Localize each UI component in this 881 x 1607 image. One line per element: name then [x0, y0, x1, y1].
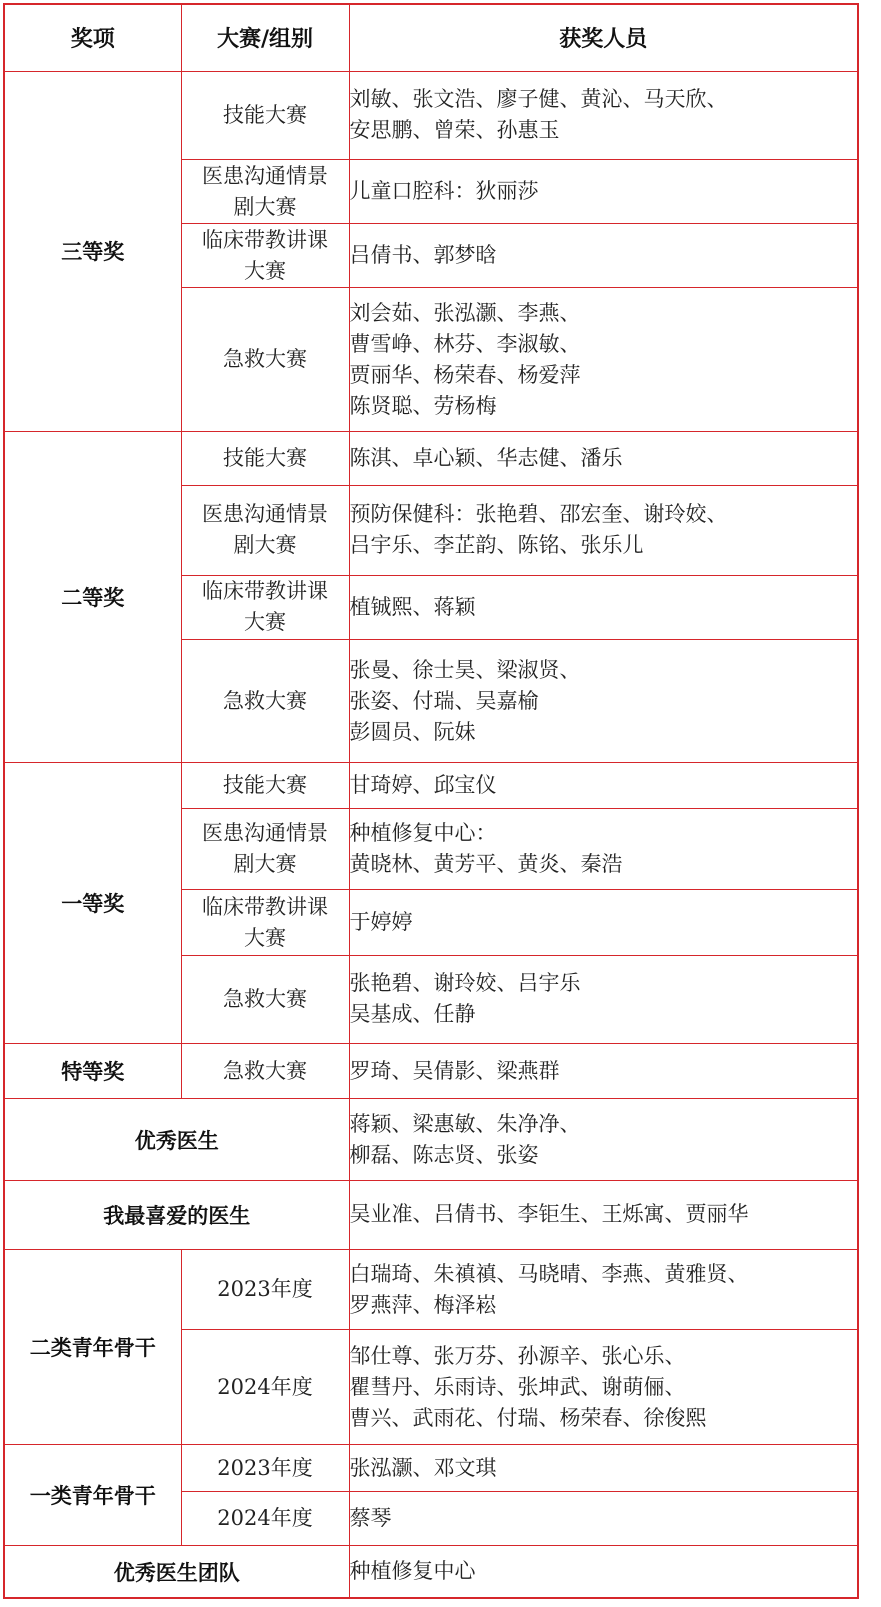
winners-cell: [349, 1180, 858, 1249]
group-cell: 2024年度: [181, 1330, 349, 1444]
table-row: [4, 1099, 858, 1180]
group-cell: 技能大赛: [181, 71, 349, 160]
winner-line: 张泓灏、邓文琪: [349, 1455, 497, 1480]
group-cell: 急救大赛: [181, 955, 349, 1044]
winners-cell: [349, 763, 858, 809]
winner-line: 彭圆员、阮妹: [349, 719, 476, 744]
table-row: [4, 1044, 858, 1099]
winners-cell: [349, 639, 858, 762]
award-youth-1: 一类青年骨干: [4, 1444, 181, 1546]
winners-cell: [349, 224, 858, 288]
winner-line: 罗燕萍、梅泽崧: [349, 1292, 497, 1317]
header-row: [4, 4, 858, 71]
header-award: 奖项: [4, 4, 181, 71]
group-cell: [181, 808, 349, 889]
group-line: 剧大赛: [233, 852, 297, 877]
winner-line: 蔡琴: [349, 1506, 392, 1531]
winner-line: 儿童口腔科：狄丽莎: [349, 179, 539, 204]
winner-line: 罗琦、吴倩影、梁燕群: [349, 1058, 560, 1083]
group-line: 大赛: [244, 925, 286, 950]
winners-cell: [349, 890, 858, 955]
winners-cell: [349, 160, 858, 224]
group-cell: 2023年度: [181, 1250, 349, 1330]
winner-line: 吴基成、任静: [349, 1002, 476, 1027]
awards-table: [3, 3, 859, 1599]
winners-cell: [349, 1444, 858, 1492]
table-row: [4, 1250, 858, 1330]
header-group: 大赛/组别: [181, 4, 349, 71]
group-line: 医患沟通情景: [202, 163, 328, 188]
winner-line: 张曼、徐士昊、梁淑贤、: [349, 657, 581, 682]
award-team: 优秀医生团队: [4, 1546, 349, 1598]
group-cell: [181, 224, 349, 288]
table-row: [4, 1546, 858, 1598]
group-cell: [181, 575, 349, 639]
winner-line: 张姿、付瑞、吴嘉榆: [349, 688, 539, 713]
table-row: [4, 432, 858, 486]
group-cell: 技能大赛: [181, 763, 349, 809]
group-line: 大赛: [244, 610, 286, 635]
award-excellent-doctor: 优秀医生: [4, 1099, 349, 1180]
winners-cell: [349, 1492, 858, 1546]
award-third: 三等奖: [4, 71, 181, 432]
award-special: 特等奖: [4, 1044, 181, 1099]
group-cell: 急救大赛: [181, 639, 349, 762]
group-line: 临床带教讲课: [202, 227, 328, 252]
table-row: [4, 71, 858, 160]
winner-line: 种植修复中心: [349, 1559, 476, 1584]
group-cell: 技能大赛: [181, 432, 349, 486]
group-cell: 2023年度: [181, 1444, 349, 1492]
winner-line: 白瑞琦、朱禛禛、马晓晴、李燕、黄雅贤、: [349, 1261, 749, 1286]
award-first: 一等奖: [4, 763, 181, 1044]
winners-cell: [349, 288, 858, 432]
winners-cell: [349, 575, 858, 639]
group-cell: 急救大赛: [181, 1044, 349, 1099]
winner-line: 曹雪峥、林芬、李淑敏、: [349, 331, 581, 356]
winner-line: 张艳碧、谢玲姣、吕宇乐: [349, 971, 581, 996]
winner-line: 于婷婷: [349, 910, 413, 935]
winner-line: 柳磊、陈志贤、张姿: [349, 1142, 539, 1167]
winner-line: 吴业准、吕倩书、李钜生、王烁寓、贾丽华: [349, 1202, 749, 1227]
winner-line: 陈贤聪、劳杨梅: [349, 393, 497, 418]
winners-cell: [349, 486, 858, 576]
group-line: 剧大赛: [233, 194, 297, 219]
winners-cell: [349, 1044, 858, 1099]
group-line: 临床带教讲课: [202, 579, 328, 604]
winner-line: 瞿彗丹、乐雨诗、张坤武、谢萌俪、: [349, 1374, 686, 1399]
winners-cell: [349, 1250, 858, 1330]
winner-line: 贾丽华、杨荣春、杨爱萍: [349, 362, 581, 387]
winner-line: 刘敏、张文浩、廖子健、黄沁、马天欣、: [349, 87, 728, 112]
winner-line: 安思鹏、曾荣、孙惠玉: [349, 118, 560, 143]
winners-cell: [349, 71, 858, 160]
winners-cell: [349, 808, 858, 889]
winner-line: 黄晓林、黄芳平、黄炎、秦浩: [349, 852, 623, 877]
group-line: 医患沟通情景: [202, 821, 328, 846]
winner-line: 陈淇、卓心颖、华志健、潘乐: [349, 446, 623, 471]
group-cell: [181, 486, 349, 576]
winner-line: 刘会茹、张泓灏、李燕、: [349, 300, 581, 325]
winners-cell: [349, 1099, 858, 1180]
group-line: 剧大赛: [233, 533, 297, 558]
group-cell: 2024年度: [181, 1492, 349, 1546]
winner-line: 吕宇乐、李芷韵、陈铭、张乐儿: [349, 533, 644, 558]
group-line: 医患沟通情景: [202, 502, 328, 527]
table-row: [4, 1180, 858, 1249]
table-row: [4, 1444, 858, 1492]
winner-line: 蒋颖、梁惠敏、朱净净、: [349, 1111, 581, 1136]
winner-line: 邹仕尊、张万芬、孙源辛、张心乐、: [349, 1343, 686, 1368]
winners-cell: [349, 955, 858, 1044]
group-cell: [181, 160, 349, 224]
header-winners: 获奖人员: [349, 4, 858, 71]
winner-line: 预防保健科：张艳碧、邵宏奎、谢玲姣、: [349, 502, 728, 527]
award-favorite-doctor: 我最喜爱的医生: [4, 1180, 349, 1249]
table-row: [4, 763, 858, 809]
winners-cell: [349, 1330, 858, 1444]
award-second: 二等奖: [4, 432, 181, 763]
winner-line: 曹兴、武雨花、付瑞、杨荣春、徐俊熙: [349, 1405, 707, 1430]
winner-line: 种植修复中心：: [349, 821, 497, 846]
winners-cell: [349, 432, 858, 486]
group-cell: [181, 890, 349, 955]
winners-cell: [349, 1546, 858, 1598]
winner-line: 吕倩书、郭梦晗: [349, 243, 497, 268]
winner-line: 甘琦婷、邱宝仪: [349, 773, 497, 798]
award-youth-2: 二类青年骨干: [4, 1250, 181, 1445]
group-cell: 急救大赛: [181, 288, 349, 432]
group-line: 大赛: [244, 258, 286, 283]
winner-line: 植铖熙、蒋颖: [349, 594, 476, 619]
group-line: 临床带教讲课: [202, 894, 328, 919]
